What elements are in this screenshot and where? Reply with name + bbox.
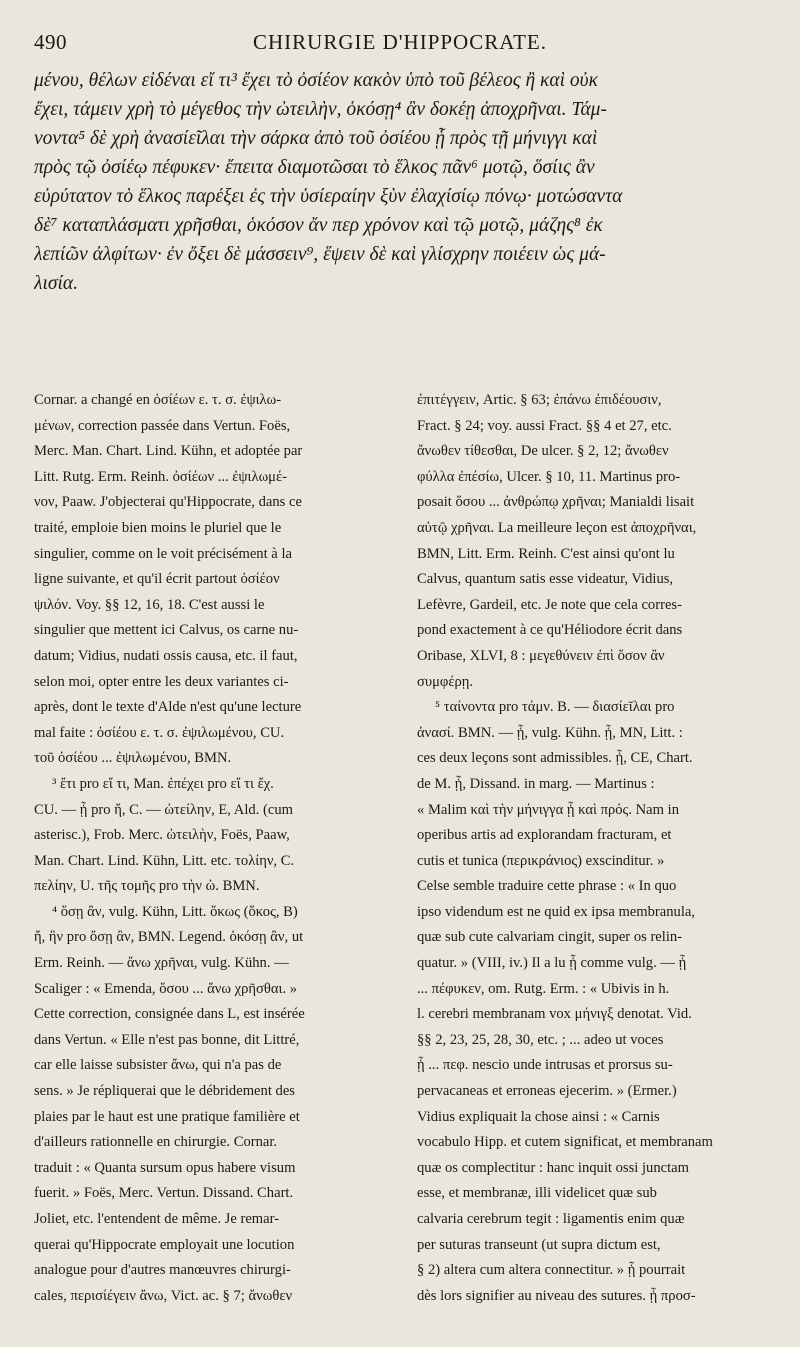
note-line: quatur. » (VIII, iv.) Il a lu ᾗ comme vulg. — ᾗ	[417, 955, 687, 972]
running-title: CHIRURGIE D'HIPPOCRATE.	[253, 30, 547, 54]
note-line: Cornar. a changé en ὀσίέων ε. τ. σ. ἐψιλω-	[34, 392, 282, 408]
note-line: vocabulo Hipp. et cutem significat, et membranam	[417, 1134, 713, 1151]
greek-text-line: νοντα⁵ δὲ χρὴ ἀνασίεῖλαι τὴν σάρκα ἀπὸ τοῦ ὀσίέου ᾗ πρὸς τῇ μήνιγγι καὶ	[34, 128, 598, 149]
note-line: Scaliger : « Emenda, ὅσου ... ἄνω χρῆσθαι. »	[34, 980, 298, 997]
note-line: Man. Chart. Lind. Kühn, Litt. etc. τολίην, C.	[34, 852, 295, 869]
note-line: per suturas transeunt (ut supra dictum est,	[417, 1236, 661, 1253]
note-line: ligne suivante, et qu'il écrit partout ὀσίέον	[34, 571, 280, 588]
note-line: d'ailleurs rationnelle en chirurgie. Cornar.	[34, 1134, 278, 1151]
note-line: νον, Paaw. J'objecterai qu'Hippocrate, dans ce	[34, 494, 302, 511]
note-line: posait ὅσου ... ἀνθρώπῳ χρῆναι; Manialdi lisait	[417, 494, 695, 511]
notes-left-column	[34, 388, 391, 1309]
note-line: pond exactement à ce qu'Héliodore écrit dans	[417, 622, 683, 639]
note-line: ἐπιτέγγειν, Artic. § 63; ἐπάνω ἐπιδέουσιν,	[417, 392, 662, 408]
note-line: selon moi, opter entre les deux variantes ci-	[34, 673, 289, 690]
note-line: Fract. § 24; voy. aussi Fract. §§ 4 et 27, etc.	[417, 417, 672, 434]
note-line: l. cerebri membranam vox μήνιγξ denotat. Vid.	[417, 1006, 692, 1023]
greek-text-line: λισία.	[34, 273, 79, 294]
note-line: mal faite : ὀσίέου ε. τ. σ. ἐψιλωμένου, CU.	[34, 724, 285, 741]
note-line: traduit : « Quanta sursum opus habere visum	[34, 1159, 296, 1176]
note-line: Oribase, XLVI, 8 : μεγεθύνειν ἐπὶ ὅσον ἂν	[417, 647, 665, 664]
greek-text-line: πρὸς τῷ ὀσίέῳ πέφυκεν· ἔπειτα διαμοτῶσαι τὸ ἕλκος πᾶν⁶ μοτῷ, ὅσίις ἂν	[34, 157, 595, 178]
note-line: Merc. Man. Chart. Lind. Kühn, et adoptée par	[34, 443, 303, 460]
note-line: cutis et tunica (περικράνιος) exscinditur. »	[417, 852, 665, 869]
greek-text-line: ἔχει, τάμειν χρὴ τὸ μέγεθος τὴν ὠτειλὴν, ὁκόσῃ⁴ ἂν δοκέῃ ἀποχρῆναι. Τάμ-	[34, 99, 607, 120]
note-line: φύλλα ἐπέσίω, Ulcer. § 10, 11. Martinus pro-	[417, 468, 681, 485]
footnotes	[34, 388, 774, 1309]
note-line: car elle laisse subsister ἄνω, qui n'a pas de	[34, 1057, 282, 1074]
note-line: ces deux leçons sont admissibles. ᾗ, CE, Chart.	[417, 750, 693, 767]
note-line: ipso videndum est ne quid ex ipsa membranula,	[417, 903, 696, 920]
note-line: Celse semble traduire cette phrase : « In quo	[417, 878, 677, 895]
note-line: dès lors signifier au niveau des sutures. ᾗ πρoσ-	[417, 1287, 696, 1304]
note-line: querai qu'Hippocrate employait une locution	[34, 1236, 295, 1253]
note-line: §§ 2, 23, 25, 28, 30, etc. ; ... adeo ut voces	[417, 1031, 664, 1048]
note-line: ³ ἔτι pro εἴ τι, Man. ἐπέχει pro εἴ τι ἔχ.	[52, 775, 274, 792]
note-line: ἀνασί. BMN. — ᾗ, vulg. Kühn. ᾗ, MN, Litt. :	[417, 724, 683, 741]
note-line: après, dont le texte d'Alde n'est qu'une lecture	[34, 699, 302, 716]
note-line: CU. — ᾗ pro ἤ, C. — ὠτείλην, E, Ald. (cum	[34, 801, 293, 818]
note-line: fuerit. » Foës, Merc. Vertun. Dissand. Chart.	[34, 1185, 294, 1202]
note-line: ᾗ ... πεφ. nescio unde intrusas et prorsus su-	[417, 1057, 673, 1074]
note-line: analogue pour d'autres manœuvres chirurgi-	[34, 1262, 291, 1279]
note-line: plaies par le haut est une pratique familière et	[34, 1108, 300, 1125]
note-line: τοῦ ὀσίέου ... ἐψιλωμένου, BMN.	[34, 750, 232, 767]
note-line: μένων, correction passée dans Vertun. Foës,	[34, 417, 291, 434]
note-line: sens. » Je répliquerai que le débridement des	[34, 1083, 295, 1100]
note-line: esse, et membranæ, illi videlicet quæ sub	[417, 1185, 657, 1202]
greek-text-line: μένου, θέλων εἰδέναι εἴ τι³ ἔχει τὸ ὀσίέον κακὸν ὑπὸ τοῦ βέλεος ἢ καὶ οὐκ	[34, 70, 598, 91]
note-line: operibus artis ad explorandam fracturam, et	[417, 827, 672, 844]
note-line: « Malim καὶ τὴν μήνιγγα ᾗ καὶ πρός. Nam in	[417, 801, 679, 818]
note-line: pervacaneas et erroneas ejecerim. » (Ermer.)	[417, 1083, 677, 1100]
note-line: quæ sub cute calvariam cingit, super os relin-	[417, 929, 683, 946]
greek-text-line: εὐρύτατον τὸ ἕλκος παρέξει ἐς τὴν ὑσίεραίην ξὺν ἐλαχίσίῳ πόνῳ· μοτώσαντα	[34, 186, 623, 207]
note-line: ... πέφυκεν, om. Rutg. Erm. : « Ubivis in h.	[417, 980, 670, 997]
note-line: singulier, comme on le voit précisément à la	[34, 545, 292, 562]
note-line: Erm. Reinh. — ἄνω χρῆναι, vulg. Kühn. —	[34, 955, 289, 972]
note-line: Lefèvre, Gardeil, etc. Je note que cela corres-	[417, 596, 682, 613]
greek-main-text	[34, 66, 766, 298]
greek-text-line: λεπίῶν ἀλφίτων· ἐν ὄξει δὲ μάσσειν⁹, ἕψειν δὲ καὶ γλίσχρην ποιέειν ὡς μά-	[34, 244, 606, 265]
note-line: Cette correction, consignée dans L, est insérée	[34, 1006, 305, 1023]
note-line: ⁴ ὅσῃ ἂν, vulg. Kühn, Litt. ὅκως (ὅκος, B)	[52, 903, 298, 920]
note-line: Litt. Rutg. Erm. Reinh. ὀσίέων ... ἐψιλωμέ-	[34, 468, 287, 485]
note-line: αὐτῷ χρῆναι. La meilleure leçon est ἀποχρῆναι,	[417, 519, 697, 536]
note-line: calvaria cerebrum tegit : ligamentis enim quæ	[417, 1211, 685, 1227]
note-line: § 2) altera cum altera connectitur. » ᾗ pourrait	[417, 1262, 686, 1279]
note-line: Calvus, quantum satis esse videatur, Vidius,	[417, 571, 674, 588]
note-line: συμφέρῃ.	[417, 673, 474, 690]
note-line: ἤ, ἣν pro ὅσῃ ἂν, BMN. Legend. ὁκόσῃ ἂν, ut	[34, 929, 304, 946]
note-line: πελίην, U. τῆς τομῆς pro τὴν ὠ. BMN.	[34, 878, 260, 895]
note-line: ⁵ ταίνοντα pro τάμν. B. — διασίεῖλαι pro	[435, 699, 675, 716]
greek-text-line: δὲ⁷ καταπλάσματι χρῆσθαι, ὁκόσον ἄν περ χρόνον καὶ τῷ μοτῷ, μάζης⁸ ἐκ	[34, 215, 603, 236]
note-line: dans Vertun. « Elle n'est pas bonne, dit Littré,	[34, 1031, 300, 1048]
note-line: traité, emploie bien moins le pluriel que le	[34, 519, 282, 536]
note-line: de M. ᾗ, Dissand. in marg. — Martinus :	[417, 775, 655, 792]
note-line: Joliet, etc. l'entendent de même. Je remar-	[34, 1211, 280, 1227]
page-header	[34, 30, 766, 58]
note-line: singulier que mettent ici Calvus, os carne nu-	[34, 622, 299, 639]
note-line: Vidius expliquait la chose ainsi : « Carnis	[417, 1108, 660, 1125]
note-line: ψιλόν. Voy. §§ 12, 16, 18. C'est aussi le	[34, 596, 265, 613]
page-number: 490	[34, 30, 67, 54]
note-line: ἄνωθεν τίθεσθαι, De ulcer. § 2, 12; ἄνωθεν	[417, 443, 669, 460]
notes-right-column	[417, 388, 774, 1309]
note-line: cales, περισίέγειν ἄνω, Vict. ac. § 7; ἄνωθεν	[34, 1287, 293, 1304]
note-line: asterisc.), Frob. Merc. ὠτειλὴν, Foës, Paaw,	[34, 827, 290, 844]
note-line: quæ os complectitur : hanc inquit ossi junctam	[417, 1159, 689, 1176]
note-line: datum; Vidius, nudati ossis causa, etc. il faut,	[34, 647, 298, 664]
note-line: BMN, Litt. Erm. Reinh. C'est ainsi qu'ont lu	[417, 545, 675, 562]
